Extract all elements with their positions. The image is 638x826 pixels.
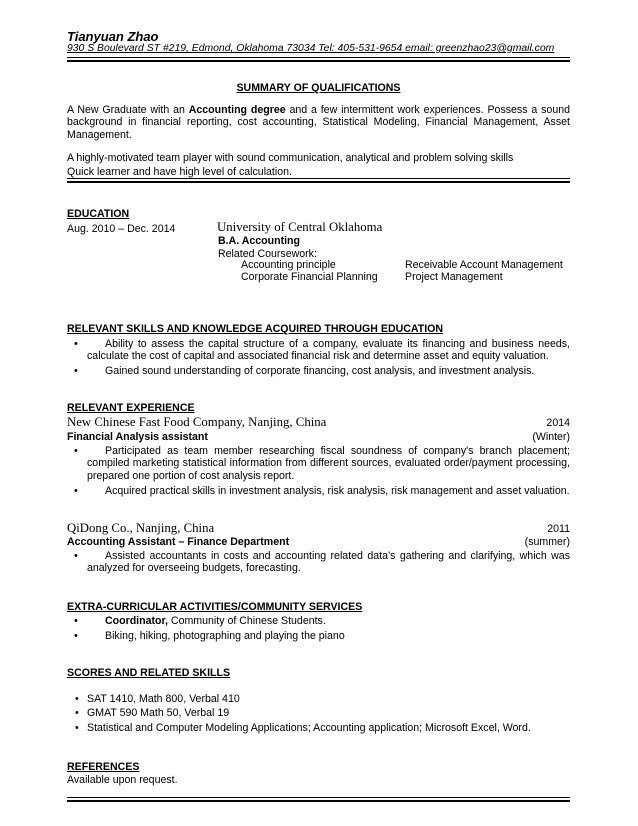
contact-line: 930 S Boulevard ST #219, Edmond, Oklahoma 73034 Tel: 405-531-9654 email: greenzhao23@gmail.com (67, 43, 555, 54)
footer-rule-thick (67, 800, 570, 802)
course-item: Corporate Financial Planning (241, 271, 378, 283)
course-item: Receivable Account Management (405, 259, 563, 271)
summary-quicklearner: Quick learner and have high level of calculation. (67, 166, 292, 178)
degree: B.A. Accounting (218, 235, 300, 247)
scores-heading: SCORES AND RELATED SKILLS (67, 667, 231, 679)
list-item: • Biking, hiking, photographing and playing the piano (74, 630, 345, 643)
summary-text-b: and a few intermittent work experiences. Possess a sound background in financial reporting, cost accounting, Statistical Modeling, Financial Management, Asset Management. (67, 104, 570, 141)
footer-rule-thin (67, 797, 570, 798)
skills-list (74, 338, 570, 377)
course-item: Accounting principle (241, 259, 336, 271)
list-item: • Assisted accountants in costs and accounting related data’s gathering and clarifying, which was analyzed for overseeing budgets, forecasting. (74, 550, 570, 575)
job-header (67, 521, 570, 536)
summary-degree: Accounting degree (188, 104, 286, 116)
scores-list (75, 693, 570, 734)
list-item: • Acquired practical skills in investment analysis, risk analysis, risk management and asset valuation. (74, 485, 570, 498)
applicant-name: Tianyuan Zhao (67, 29, 159, 44)
school-name: University of Central Oklahoma (217, 220, 383, 234)
references-text: Available upon request. (67, 774, 178, 786)
job-title: Financial Analysis assistant (67, 431, 208, 443)
list-item: • Gained sound understanding of corporate financing, cost analysis, and investment analysis. (74, 364, 535, 377)
list-item: • Ability to assess the capital structure of a company, evaluate its financing and business needs, calculate the cost of capital and associated financial risk and determine asset and equity valuation. (74, 338, 570, 363)
job-season: (Winter) (532, 431, 570, 443)
job-duties-list (74, 550, 570, 575)
job-title-row (67, 536, 570, 548)
coursework-label: Related Coursework: (218, 248, 317, 260)
job-title-row (67, 431, 570, 443)
summary-teamplayer: A highly-motivated team player with sound communication, analytical and problem solving skills (67, 152, 514, 164)
header-rule-thick (67, 60, 570, 62)
summary-heading: SUMMARY OF QUALIFICATIONS (236, 82, 401, 94)
skills-heading: RELEVANT SKILLS AND KNOWLEDGE ACQUIRED THROUGH EDUCATION (67, 323, 444, 335)
header-rule-thin (67, 57, 570, 58)
summary-rule-thick (67, 181, 570, 183)
list-item: • Statistical and Computer Modeling Applications; Accounting application; Microsoft Excel, Word. (75, 721, 531, 734)
summary-paragraph (67, 104, 570, 141)
summary-text-a: A New Graduate with an (67, 104, 189, 116)
job-season: (summer) (524, 536, 570, 548)
job-year: 2011 (547, 523, 570, 535)
company-name: New Chinese Fast Food Company, Nanjing, China (67, 415, 327, 429)
list-item: • Coordinator, Community of Chinese Students. (74, 615, 326, 627)
job-year: 2014 (546, 417, 570, 429)
job-title: Accounting Assistant – Finance Department (67, 536, 290, 548)
education-dates: Aug. 2010 – Dec. 2014 (67, 223, 176, 235)
references-heading: REFERENCES (67, 761, 140, 773)
list-item: • GMAT 590 Math 50, Verbal 19 (75, 707, 230, 720)
job-header (67, 415, 570, 430)
job-duties-list (74, 445, 570, 498)
activities-list (74, 615, 570, 643)
education-heading: EDUCATION (67, 208, 130, 220)
list-item: • SAT 1410, Math 800, Verbal 410 (75, 693, 240, 705)
experience-heading: RELEVANT EXPERIENCE (67, 402, 195, 414)
activities-heading: EXTRA-CURRICULAR ACTIVITIES/COMMUNITY SERVICES (67, 601, 363, 613)
list-item: • Participated as team member researching fiscal soundness of company's branch placement; compiled marketing statistical information from different sources, evaluated order/payment processing, prepared one portion of cost analysis report. (74, 445, 570, 482)
company-name: QiDong Co., Nanjing, China (67, 521, 215, 535)
summary-rule-thin (67, 178, 570, 179)
course-item: Project Management (405, 271, 503, 283)
